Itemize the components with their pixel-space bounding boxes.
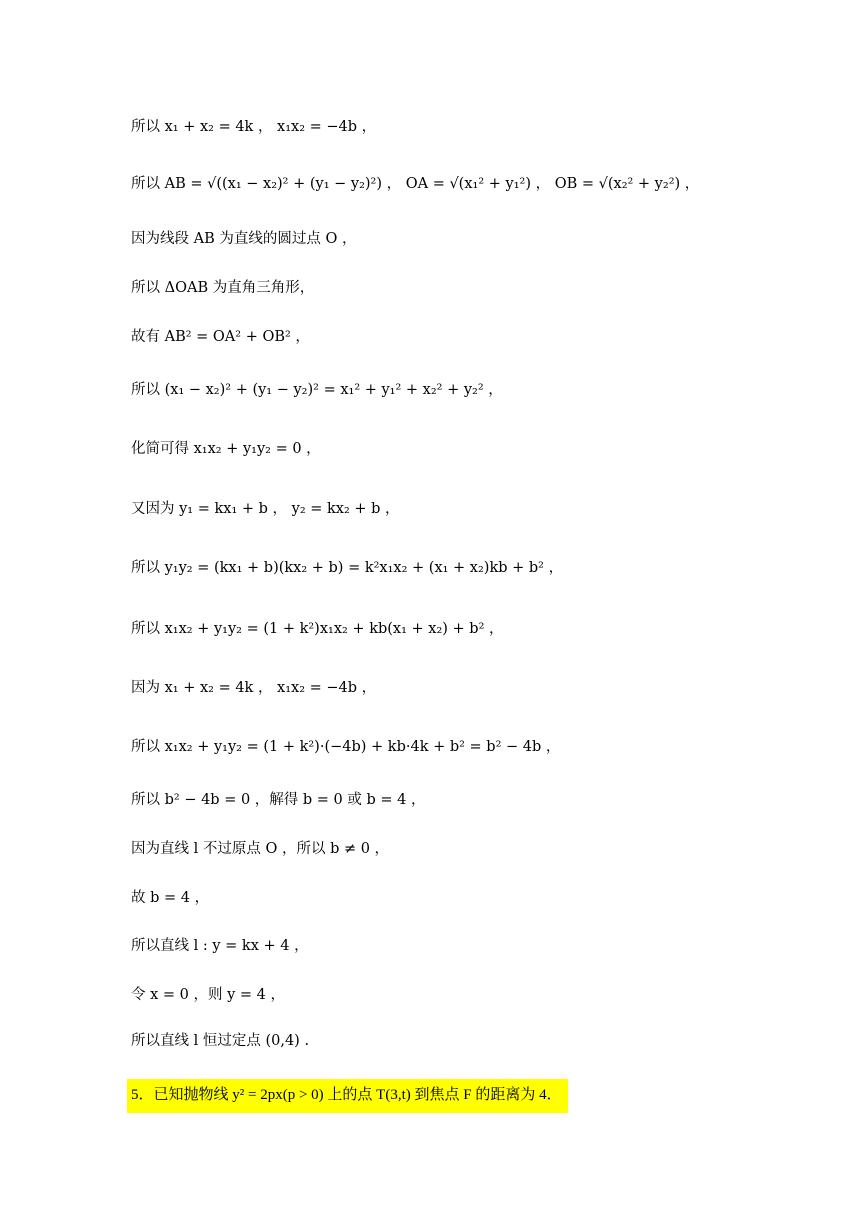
line-6: 所以 (x₁ − x₂)² + (y₁ − y₂)² = x₁² + y₁² + x₂² + y₂² ， [131,382,503,398]
line-5: 故有 AB² = OA² + OB² ， [131,329,310,345]
line-14: 因为直线 l 不过原点 O ，所以 b ≠ 0 ， [131,841,390,857]
line-17: 令 x = 0 ，则 y = 4 ， [131,987,285,1003]
line-7: 化简可得 x₁x₂ + y₁y₂ = 0 ， [131,441,321,457]
line-2: 所以 AB = √((x₁ − x₂)² + (y₁ − y₂)²) ， OA = √(x₁² + y₁²) ， OB = √(x₂² + y₂²) ， [131,176,700,192]
line-15: 故 b = 4 ， [131,890,210,906]
line-16: 所以直线 l : y = kx + 4 ， [131,938,309,954]
problem-5-statement: 5．已知抛物线 y² = 2px(p > 0) 上的点 T(3,t) 到焦点 F 的距离为 4． [127,1079,568,1113]
line-3: 因为线段 AB 为直线的圆过点 O ， [131,231,357,247]
line-8: 又因为 y₁ = kx₁ + b ， y₂ = kx₂ + b ， [131,501,400,517]
line-10: 所以 x₁x₂ + y₁y₂ = (1 + k²)x₁x₂ + kb(x₁ + x₂) + b² ， [131,621,504,637]
line-9: 所以 y₁y₂ = (kx₁ + b)(kx₂ + b) = k²x₁x₂ + (x₁ + x₂)kb + b² ， [131,560,564,576]
line-18: 所以直线 l 恒过定点 (0,4) . [131,1033,310,1049]
line-1: 所以 x₁ + x₂ = 4k ， x₁x₂ = −4b ， [131,119,377,135]
line-13: 所以 b² − 4b = 0 ，解得 b = 0 或 b = 4 ， [131,792,426,808]
line-11: 因为 x₁ + x₂ = 4k ， x₁x₂ = −4b ， [131,680,377,696]
line-12: 所以 x₁x₂ + y₁y₂ = (1 + k²)·(−4b) + kb·4k + b² = b² − 4b ， [131,739,561,755]
line-4: 所以 ΔOAB 为直角三角形， [131,280,315,296]
